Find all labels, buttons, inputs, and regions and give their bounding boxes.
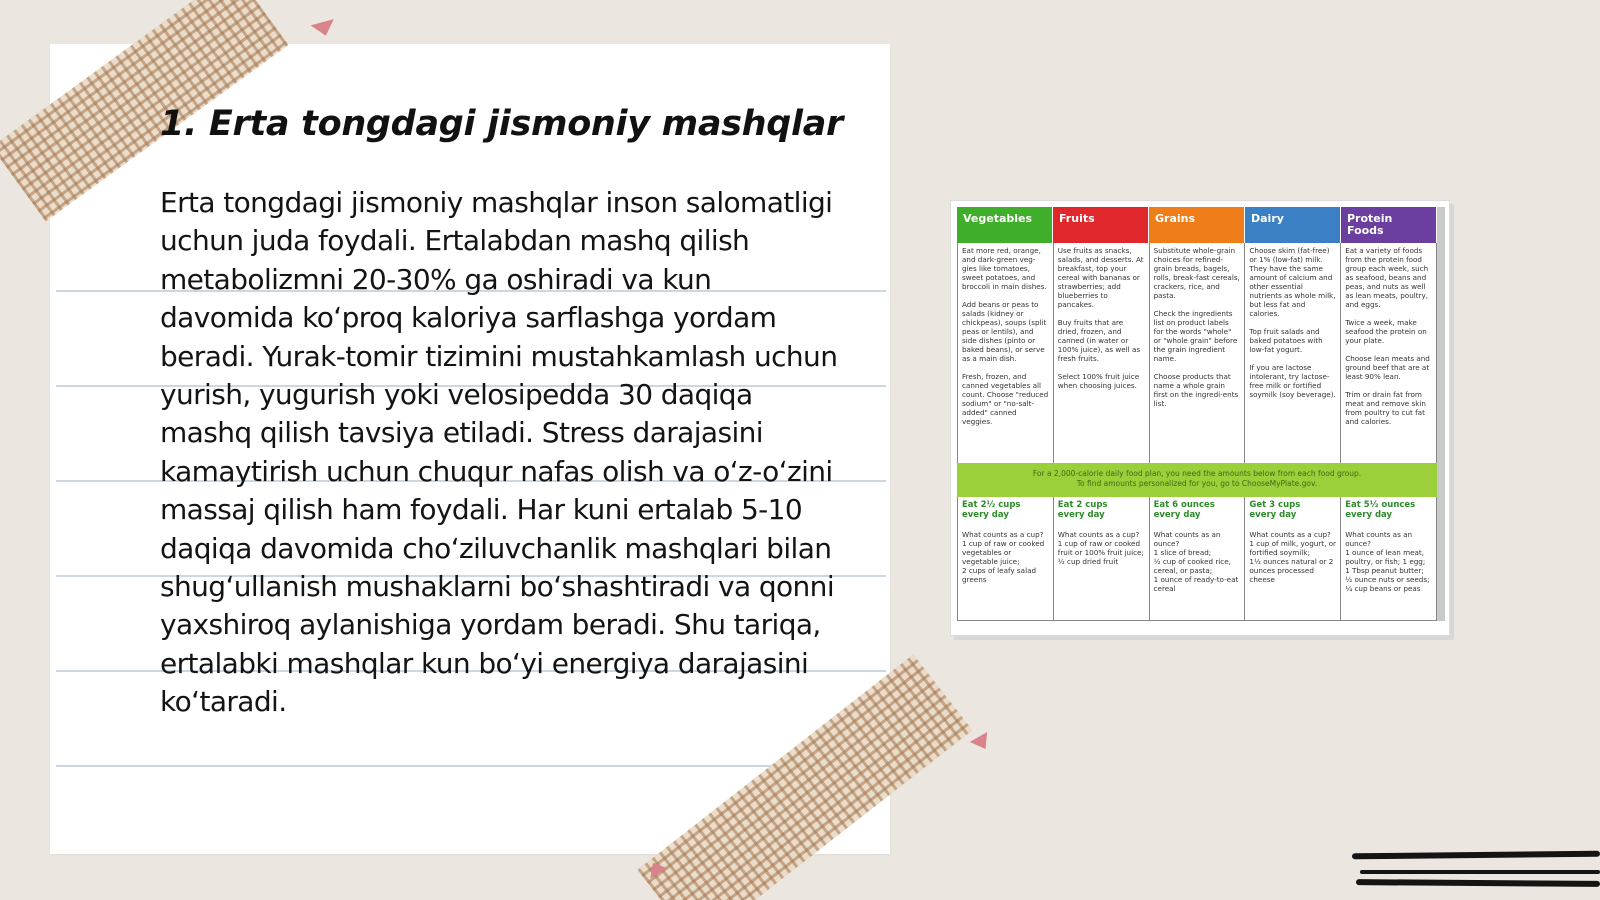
- ruled-line: [56, 765, 886, 767]
- chart-amounts-row: [957, 497, 1437, 621]
- header-grains: Grains: [1149, 207, 1245, 243]
- slide-title: 1. Erta tongdagi jismoniy mashqlar: [160, 104, 844, 144]
- amount-label: Get 3 cups every day: [1249, 500, 1301, 520]
- amount-detail: What counts as a cup? 1 cup of raw or cooked vegetables or vegetable juice; 2 cups of leafy salad greens: [962, 530, 1045, 584]
- food-groups-chart-image: [950, 200, 1450, 636]
- amount-detail: What counts as an ounce? 1 slice of bread; ½ cup of cooked rice, cereal, or pasta; 1 ounce of ready-to-eat cereal: [1153, 530, 1239, 593]
- decorative-brush-stroke: [1352, 851, 1600, 860]
- amount-detail: What counts as an ounce? 1 ounce of lean meat, poultry, or fish; 1 egg; 1 Tbsp peanut butter; ½ ounce nuts or seeds; ¼ cup beans or peas: [1345, 530, 1430, 593]
- tape-corner-mark: [970, 732, 994, 754]
- decorative-brush-stroke: [1356, 879, 1600, 887]
- header-vegetables: Vegetables: [957, 207, 1053, 243]
- slide-body-text: Erta tongdagi jismoniy mashqlar inson salomatligi uchun juda foydali. Ertalabdan mashq qilish metabolizmni 20-30% ga oshiradi va kun davomida koʻproq kaloriya sarflashga yordam beradi. Yurak-tomir tizimini mustahkamlash uchun yurish, yugurish yoki velosipedda 30 daqiqa mashq qilish tavsiya etiladi. Stress darajasini kamaytirish uchun chuqur nafas olish va oʻz-oʻzini massaj qilish ham foydali. Har kuni ertalab 5-10 daqiqa davomida choʻziluvchanlik mashqlari bilan shugʻullanish mushaklarni boʻshashtiradi va qonni yaxshiroq aylanishiga yordam beradi. Shu tariqa, ertalabki mashqlar kun boʻyi energiya darajasini koʻtaradi.: [160, 186, 838, 719]
- amount-label: Eat 2 cups every day: [1057, 500, 1108, 520]
- header-dairy: Dairy: [1245, 207, 1341, 243]
- amount-label: Eat 6 ounces every day: [1153, 500, 1215, 520]
- tips-grains: Substitute whole-grain choices for refined-grain breads, bagels, rolls, break-fast cereals, crackers, rice, and pasta. Check the ingredients list on product labels for the words "whole" or "whole grain" before the grain ingredient name. Choose products that name a whole grain first on the ingredi-ents list.: [1150, 243, 1246, 463]
- tips-vegetables: Eat more red, orange, and dark-green veg-gies like tomatoes, sweet potatoes, and broccoli in main dishes. Add beans or peas to salads (kidney or chickpeas), soups (split peas or lentils), and side dishes (pinto or baked beans), or serve as a main dish. Fresh, frozen, and canned vegetables all count. Choose "reduced sodium" or "no-salt-added" canned veggies.: [957, 243, 1054, 463]
- amount-detail: What counts as a cup? 1 cup of milk, yogurt, or fortified soymilk; 1½ ounces natural or 2 ounces processed cheese: [1249, 530, 1337, 584]
- amount-label: Eat 5½ ounces every day: [1345, 500, 1416, 520]
- amount-vegetables: [957, 497, 1054, 620]
- header-protein-foods: Protein Foods: [1341, 207, 1437, 243]
- amount-label: Eat 2½ cups every day: [962, 500, 1021, 520]
- header-fruits: Fruits: [1053, 207, 1149, 243]
- tips-protein: Eat a variety of foods from the protein food group each week, such as seafood, beans and peas, and nuts as well as lean meats, poultry, and eggs. Twice a week, make seafood the protein on your plate. Choose lean meats and ground beef that are at least 90% lean. Trim or drain fat from meat and remove skin from poultry to cut fat and calories.: [1341, 243, 1437, 463]
- chart-header-row: [957, 207, 1437, 243]
- amount-protein: [1341, 497, 1437, 620]
- amount-dairy: [1245, 497, 1341, 620]
- amount-fruits: [1054, 497, 1150, 620]
- tape-corner-mark: [311, 19, 338, 39]
- chart-tips-row: [957, 243, 1437, 463]
- amount-detail: What counts as a cup? 1 cup of raw or cooked fruit or 100% fruit juice; ½ cup dried fruit: [1057, 530, 1144, 566]
- decorative-brush-stroke: [1360, 870, 1600, 874]
- chart-side-shadow: [1437, 207, 1445, 621]
- band-line-2: To find amounts personalized for you, go to ChooseMyPlate.gov.: [1076, 479, 1318, 488]
- chart-green-band: [957, 463, 1437, 497]
- amount-grains: [1150, 497, 1246, 620]
- band-line-1: For a 2,000-calorie daily food plan, you need the amounts below from each food group.: [1032, 469, 1362, 478]
- tips-dairy: Choose skim (fat-free) or 1% (low-fat) milk. They have the same amount of calcium and other essential nutrients as whole milk, but less fat and calories. Top fruit salads and baked potatoes with low-fat yogurt. If you are lactose intolerant, try lactose-free milk or fortified soymilk (soy beverage).: [1245, 243, 1341, 463]
- tips-fruits: Use fruits as snacks, salads, and desserts. At breakfast, top your cereal with bananas or strawberries; add blueberries to pancakes. Buy fruits that are dried, frozen, and canned (in water or 100% juice), as well as fresh fruits. Select 100% fruit juice when choosing juices.: [1054, 243, 1150, 463]
